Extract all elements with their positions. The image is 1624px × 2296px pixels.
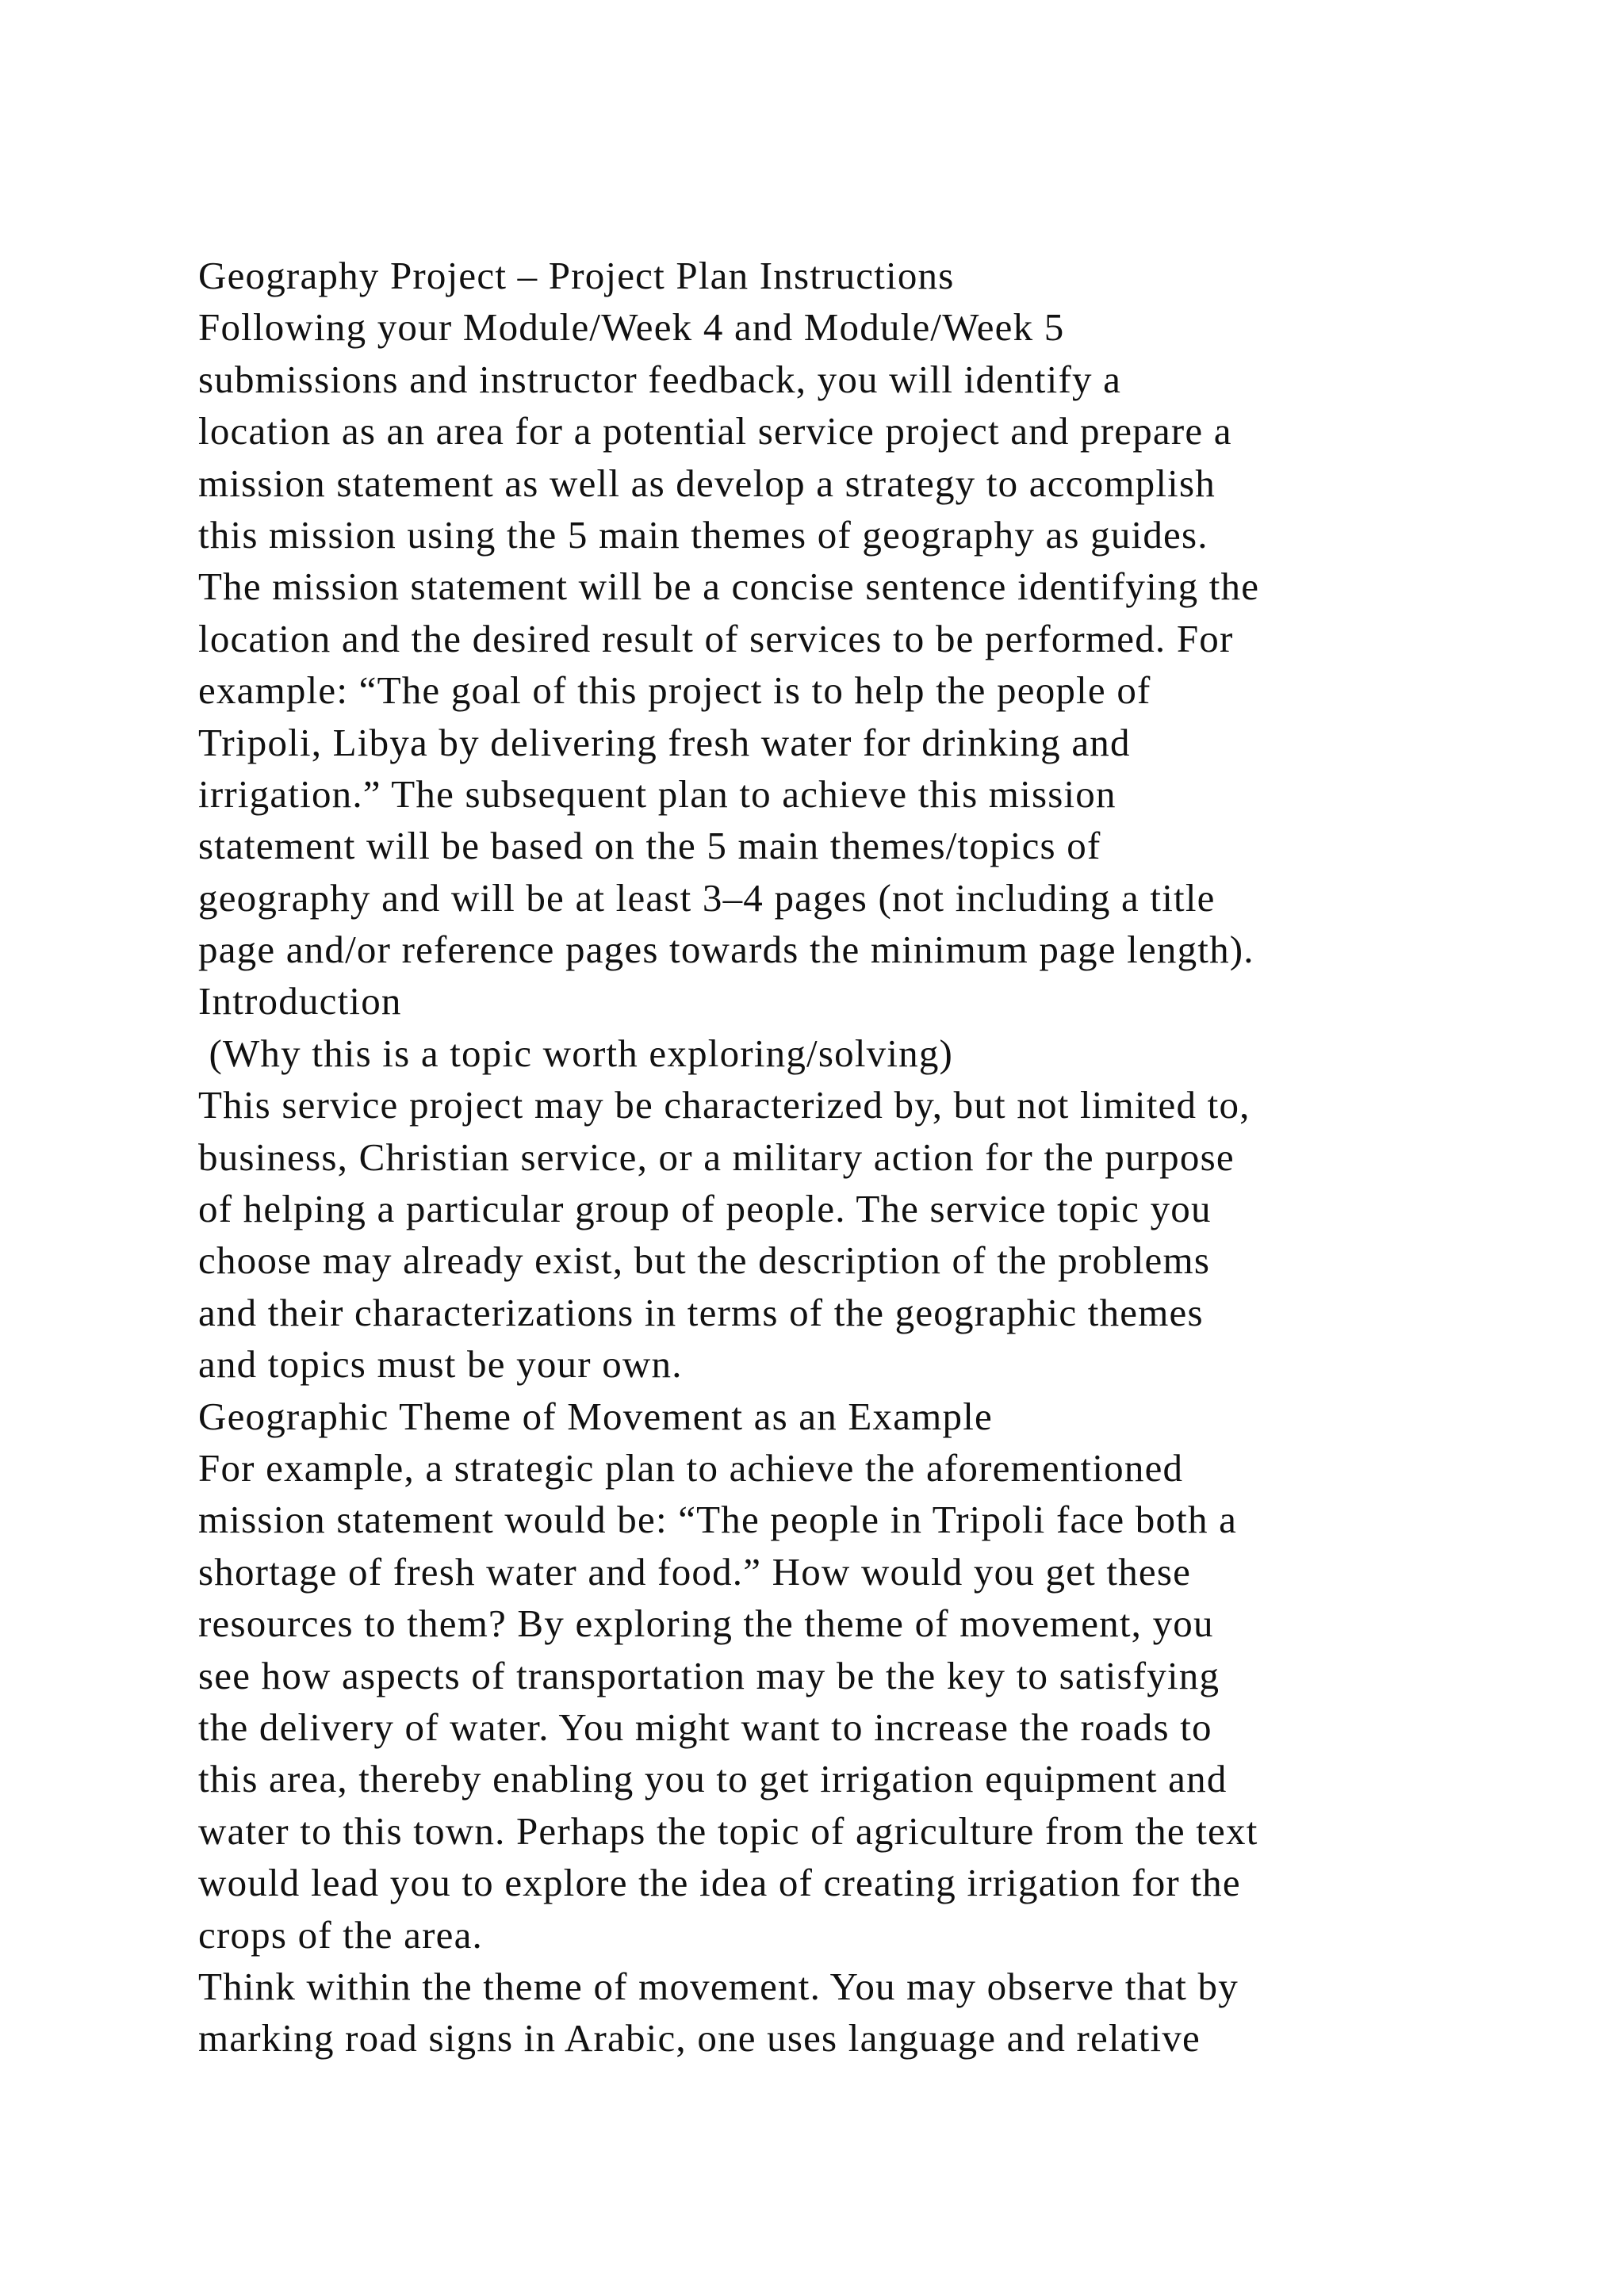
text-line: this mission using the 5 main themes of geography as guides. bbox=[198, 512, 1208, 557]
text-line: see how aspects of transportation may be the key to satisfying bbox=[198, 1653, 1220, 1697]
document-body bbox=[198, 250, 1546, 2064]
text-line: Following your Module/Week 4 and Module/Week 5 bbox=[198, 305, 1065, 350]
text-line: (Why this is a topic worth exploring/solving) bbox=[198, 1031, 954, 1075]
text-line: This service project may be characterized by, but not limited to, bbox=[198, 1083, 1251, 1127]
text-line: location and the desired result of services to be performed. For bbox=[198, 616, 1234, 660]
text-line: resources to them? By exploring the theme of movement, you bbox=[198, 1601, 1214, 1646]
text-line: business, Christian service, or a military action for the purpose bbox=[198, 1135, 1235, 1179]
text-line: of helping a particular group of people. The service topic you bbox=[198, 1187, 1212, 1231]
text-line: submissions and instructor feedback, you will identify a bbox=[198, 357, 1122, 401]
text-line: geography and will be at least 3–4 pages (not including a title bbox=[198, 875, 1216, 920]
text-line: this area, thereby enabling you to get irrigation equipment and bbox=[198, 1757, 1228, 1801]
text-line: choose may already exist, but the description of the problems bbox=[198, 1238, 1211, 1283]
text-line: location as an area for a potential service project and prepare a bbox=[198, 409, 1232, 453]
text-line: The mission statement will be a concise sentence identifying the bbox=[198, 564, 1260, 609]
section-heading-introduction: Introduction bbox=[198, 979, 402, 1024]
text-line: Tripoli, Libya by delivering fresh water for drinking and bbox=[198, 720, 1131, 764]
text-line: water to this town. Perhaps the topic of agriculture from the text bbox=[198, 1808, 1258, 1853]
text-line: crops of the area. bbox=[198, 1912, 483, 1957]
text-line: page and/or reference pages towards the minimum page length). bbox=[198, 928, 1254, 972]
text-line: mission statement would be: “The people in Tripoli face both a bbox=[198, 1498, 1238, 1542]
text-line: For example, a strategic plan to achieve the aforementioned bbox=[198, 1445, 1184, 1490]
text-line: shortage of fresh water and food.” How would you get these bbox=[198, 1549, 1192, 1594]
document-title: Geography Project – Project Plan Instructions bbox=[198, 254, 955, 297]
text-line: mission statement as well as develop a strategy to accomplish bbox=[198, 461, 1216, 505]
text-line: marking road signs in Arabic, one uses language and relative bbox=[198, 2016, 1201, 2061]
text-line: statement will be based on the 5 main themes/topics of bbox=[198, 824, 1101, 868]
section-heading-movement: Geographic Theme of Movement as an Example bbox=[198, 1394, 993, 1438]
text-line: would lead you to explore the idea of creating irrigation for the bbox=[198, 1861, 1241, 1905]
text-line: example: “The goal of this project is to help the people of bbox=[198, 668, 1151, 713]
text-line: and topics must be your own. bbox=[198, 1342, 683, 1387]
text-line: the delivery of water. You might want to increase the roads to bbox=[198, 1705, 1212, 1749]
text-line: Think within the theme of movement. You may observe that by bbox=[198, 1964, 1239, 2008]
text-line: irrigation.” The subsequent plan to achieve this mission bbox=[198, 771, 1116, 816]
text-line: and their characterizations in terms of the geographic themes bbox=[198, 1290, 1204, 1334]
